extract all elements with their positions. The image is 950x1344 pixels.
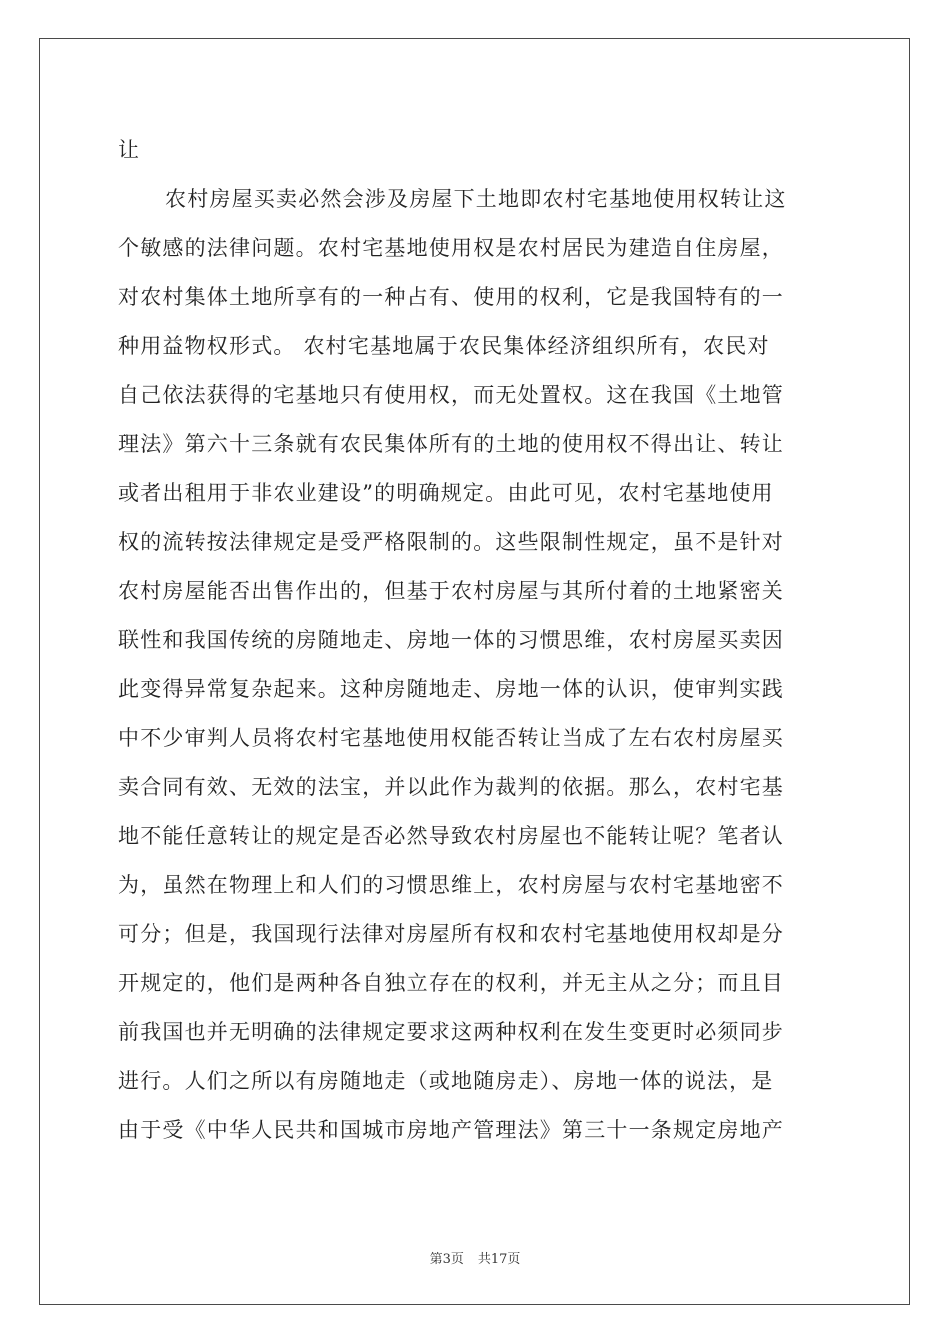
text-line: 农村房屋买卖必然会涉及房屋下土地即农村宅基地使用权转让这 [165, 187, 787, 211]
text-line: 个敏感的法律问题。农村宅基地使用权是农村居民为建造自住房屋， [118, 236, 784, 260]
text-line: 开规定的，他们是两种各自独立存在的权利，并无主从之分；而且目 [118, 971, 784, 995]
text-line: 种用益物权形式。 农村宅基地属于农民集体经济组织所有，农民对 [118, 334, 770, 358]
text-line: 可分；但是，我国现行法律对房屋所有权和农村宅基地使用权却是分 [118, 922, 784, 946]
text-line: 前我国也并无明确的法律规定要求这两种权利在发生变更时必须同步 [118, 1020, 784, 1044]
page-total: 共17页 [477, 1252, 521, 1267]
text-line: 对农村集体土地所享有的一种占有、使用的权利，它是我国特有的一 [118, 285, 784, 309]
page-number: 第3页 [429, 1252, 464, 1267]
text-line: 联性和我国传统的房随地走、房地一体的习惯思维，农村房屋买卖因 [118, 628, 784, 652]
text-line: 农村房屋能否出售作出的，但基于农村房屋与其所付着的土地紧密关 [118, 579, 784, 603]
text-line: 卖合同有效、无效的法宝，并以此作为裁判的依据。那么，农村宅基 [118, 775, 784, 799]
text-line: 让 [118, 138, 141, 162]
text-line: 自己依法获得的宅基地只有使用权，而无处置权。这在我国《土地管 [118, 383, 784, 407]
text-line: 或者出租用于非农业建设”的明确规定。由此可见，农村宅基地使用 [118, 481, 774, 505]
text-line: 此变得异常复杂起来。这种房随地走、房地一体的认识，使审判实践 [118, 677, 784, 701]
text-line: 理法》第六十三条就有农民集体所有的土地的使用权不得出让、转让 [118, 432, 784, 456]
text-line: 为，虽然在物理上和人们的习惯思维上，农村房屋与农村宅基地密不 [118, 873, 784, 897]
text-line: 地不能任意转让的规定是否必然导致农村房屋也不能转让呢？笔者认 [118, 824, 784, 848]
text-line: 由于受《中华人民共和国城市房地产管理法》第三十一条规定房地产 [118, 1118, 784, 1142]
text-line: 权的流转按法律规定是受严格限制的。这些限制性规定，虽不是针对 [118, 530, 784, 554]
text-line: 进行。人们之所以有房随地走（或地随房走）、房地一体的说法，是 [118, 1069, 774, 1093]
document-body [118, 126, 838, 1155]
text-line: 中不少审判人员将农村宅基地使用权能否转让当成了左右农村房屋买 [118, 726, 784, 750]
page-footer [0, 1248, 950, 1267]
